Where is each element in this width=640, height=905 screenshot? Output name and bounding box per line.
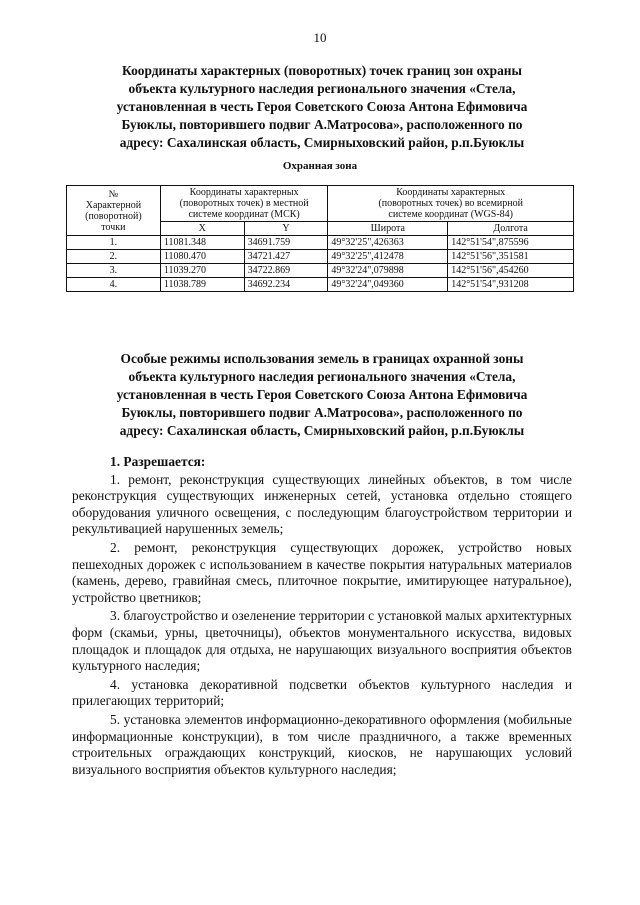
paragraph: 1. ремонт, реконструкция существующих линейных объектов, в том числе реконструкция существующих инженерных сетей, установка отдельно стоящего оборудования уличного освещения, с последующим благоустройством территории и рекультивацией нарушенных земель; — [72, 471, 572, 537]
header-line: системе координат (WGS-84) — [388, 209, 513, 220]
coord-y: 34691.759 — [244, 236, 328, 250]
header-x: X — [160, 222, 244, 236]
header-wgs — [328, 186, 574, 222]
body-text — [72, 454, 572, 780]
latitude: 49°32'25",412478 — [328, 250, 448, 264]
point-number: 3. — [67, 264, 161, 278]
point-number: 2. — [67, 250, 161, 264]
heading-line: Буюклы, повторившего подвиг А.Матросова», расположенного по — [121, 405, 523, 420]
coordinates-table — [66, 185, 574, 292]
table-row — [67, 250, 574, 264]
coord-y: 34722.869 — [244, 264, 328, 278]
header-line: Характерной — [85, 199, 142, 211]
longitude: 142°51'56",351581 — [448, 250, 574, 264]
coord-x: 11038.789 — [160, 278, 244, 292]
header-line: Координаты характерных — [396, 187, 506, 198]
latitude: 49°32'25",426363 — [328, 236, 448, 250]
page-number: 10 — [313, 30, 327, 45]
header-line: системе координат (МСК) — [188, 209, 300, 220]
header-msk — [160, 186, 328, 222]
coord-x: 11039.270 — [160, 264, 244, 278]
table-row — [67, 278, 574, 292]
latitude: 49°32'24",079898 — [328, 264, 448, 278]
heading-line: объекта культурного наследия регионального значения «Стела, — [128, 369, 516, 384]
coord-x: 11080.470 — [160, 250, 244, 264]
latitude: 49°32'24",049360 — [328, 278, 448, 292]
header-line: Координаты характерных — [189, 187, 299, 198]
heading-line: объекта культурного наследия регионального значения «Стела, — [128, 81, 516, 96]
header-point-number — [67, 186, 161, 236]
table-row — [67, 236, 574, 250]
header-line: (поворотной) — [85, 210, 142, 222]
paragraph: 3. благоустройство и озеленение территории с установкой малых архитектурных форм (скамьи, урны, цветочницы), объектов монументального искусства, видовых площадок и площадок для отдыха, не нарушающих визуального восприятия объектов культурного наследия; — [72, 608, 572, 674]
heading-line: Координаты характерных (поворотных) точек границ зон охраны — [122, 63, 522, 78]
point-number: 1. — [67, 236, 161, 250]
longitude: 142°51'54",875596 — [448, 236, 574, 250]
paragraph: 2. ремонт, реконструкция существующих дорожек, устройство новых пешеходных дорожек с использованием в качестве покрытия натуральных материалов (камень, дерево, гравийная смесь, плиточное покрытие, имитирующее натуральное), устройство цветников; — [72, 539, 572, 605]
special-regimes-heading — [72, 350, 572, 440]
heading-line: Особые режимы использования земель в границах охранной зоны — [120, 351, 524, 366]
heading-line: установленная в честь Героя Советского Союза Антона Ефимовича — [116, 99, 528, 114]
header-latitude: Широта — [328, 222, 448, 236]
longitude: 142°51'54",931208 — [448, 278, 574, 292]
heading-line: установленная в честь Героя Советского Союза Антона Ефимовича — [116, 387, 528, 402]
header-line: (поворотных точек) во всемирной — [378, 198, 523, 209]
header-line: № — [108, 188, 119, 200]
heading-line: Буюклы, повторившего подвиг А.Матросова», расположенного по — [121, 117, 523, 132]
header-y: Y — [244, 222, 328, 236]
heading-line: адресу: Сахалинская область, Смирныховский район, р.п.Буюклы — [119, 423, 525, 438]
section-title: 1. Разрешается: — [110, 454, 206, 469]
longitude: 142°51'56",454260 — [448, 264, 574, 278]
coordinates-heading — [72, 62, 572, 152]
table-row — [67, 264, 574, 278]
paragraph: 4. установка декоративной подсветки объектов культурного наследия и прилегающих территорий; — [72, 676, 572, 709]
coord-y: 34721.427 — [244, 250, 328, 264]
zone-label: Охранная зона — [282, 160, 358, 172]
header-line: точки — [101, 221, 126, 233]
heading-line: адресу: Сахалинская область, Смирныховский район, р.п.Буюклы — [119, 135, 525, 150]
paragraph: 5. установка элементов информационно-декоративного оформления (мобильные информационные конструкции), в том числе праздничного, а также временных строительных ограждающих конструкций, киосков, не нарушающих условий визуального восприятия объектов культурного наследия; — [72, 711, 572, 777]
coord-y: 34692.234 — [244, 278, 328, 292]
header-longitude: Долгота — [448, 222, 574, 236]
coord-x: 11081.348 — [160, 236, 244, 250]
header-line: (поворотных точек) в местной — [179, 198, 309, 209]
point-number: 4. — [67, 278, 161, 292]
